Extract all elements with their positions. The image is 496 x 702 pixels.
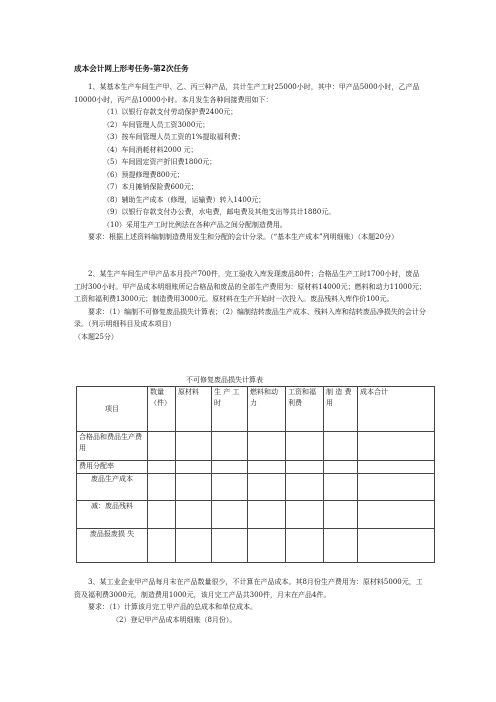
table-cell (358, 474, 435, 501)
table-header-row (77, 387, 435, 432)
q2-requirement: 要求：（1）编制不可修复废品损失计算表；（2）编制结转废品生产成本、残料入库和结转废品净损失的会计分录。（列示明细科目及成本项目） (74, 307, 426, 328)
question-1 (74, 81, 426, 244)
table-cell (176, 529, 212, 563)
q1-item: （9）以银行存款支付办公费，水电费，邮电费及其他支出等共计1880元。 (103, 208, 336, 216)
table-row (77, 432, 435, 461)
q1-item: （2）车间管理人员工资3000元； (103, 120, 210, 129)
q1-item: （5）车间固定资产折旧费1800元； (103, 158, 217, 166)
table-cell (248, 461, 286, 474)
table-cell (212, 474, 248, 501)
q2-score: （本题25分） (74, 332, 118, 341)
row-label: 废品生产成本 (77, 474, 148, 501)
q1-item: （7）本月摊销保险费600元； (103, 183, 198, 191)
table-cell (148, 529, 176, 563)
table-cell (176, 432, 212, 461)
table-header-cell: 成本合计 (358, 387, 435, 432)
table-header-cell: 数量（件） (148, 387, 176, 432)
q1-item: （6）预提修理费800元； (103, 170, 184, 179)
q3-requirement-1: 要求：（1）计算该月完工甲产品的总成本和单位成本。 (88, 603, 257, 611)
table-cell (286, 432, 324, 461)
table-cell (358, 501, 435, 529)
table-caption: 不可修复废品损失计算表 (186, 376, 263, 384)
table-cell (212, 529, 248, 563)
table-cell (248, 501, 286, 529)
table-row (77, 501, 435, 529)
table-cell (212, 432, 248, 461)
table-cell (358, 432, 435, 461)
scrap-loss-table (76, 386, 435, 563)
table-header-cell: 项目 (77, 387, 148, 432)
table-header-cell: 生 产 工时 (212, 387, 248, 432)
question-2 (74, 268, 426, 343)
table-cell (148, 474, 176, 501)
table-cell (324, 474, 358, 501)
table-cell (212, 461, 248, 474)
row-label: 合格品和费品生产费用 (77, 432, 148, 461)
row-label: 减：废品残料 (77, 501, 148, 529)
table-cell (148, 461, 176, 474)
table-cell (248, 529, 286, 563)
table-row (77, 529, 435, 563)
table-cell (176, 474, 212, 501)
question-3 (74, 576, 426, 626)
q1-item: （10）采用生产工时比例法在各种产品之间分配制造费用。 (103, 220, 287, 229)
table-cell (286, 529, 324, 563)
q1-item: （4）车间消耗材料2000 元； (103, 145, 198, 154)
q1-requirement: 要求：根据上述资料编制制造费用发生和分配的会计分录。（“基本生产成本”列明细账）（本题20分） (88, 233, 399, 241)
q3-requirement-2: （2）登记甲产品成本明细账（8月份）。 (112, 615, 237, 624)
row-label: 废品报废损 失 (77, 529, 148, 563)
q1-item: （1）以银行存款支付劳动保护费2400元； (103, 108, 238, 116)
table-header-cell: 工资和福利费 (286, 387, 324, 432)
table-cell (148, 432, 176, 461)
table-cell (324, 501, 358, 529)
table-cell (358, 529, 435, 563)
table-cell (148, 501, 176, 529)
q1-item: （3）按车间管理人员工资的1%提取福利费； (103, 133, 245, 141)
table-cell (324, 529, 358, 563)
q2-intro: 2、某生产车间生产甲产品本月投产700件，完工验收入库发现废品80件；合格品生产工时1700小时，废品工时300小时。甲产品成本明细账所记合格品和废品的全部生产费用为：原材料14000元；燃料和动力11000元；工资和福利费13000元；制造费用3000元。原材料在生产开始时一次投入。废品残料入库作价100元。 (74, 270, 426, 303)
table-cell (286, 501, 324, 529)
q3-intro: 3、某工业企业甲产品每月末在产品数量很少，不计算在产品成本。其8月份生产费用为：原材料5000元，工资及福利费3000元，制造费用1000元，该月完工产品共300件，月末在产品4件。 (74, 578, 423, 599)
table-row (77, 461, 435, 474)
table-header-cell: 燃料和动力 (248, 387, 286, 432)
table-cell (358, 461, 435, 474)
table-cell (176, 501, 212, 529)
q1-item: （8）辅助生产成本（修理，运输费）转入1400元； (103, 195, 266, 204)
table-row (77, 474, 435, 501)
table-header-cell: 制 造 费用 (324, 387, 358, 432)
table-header-cell: 原材料 (176, 387, 212, 432)
row-label: 费用分配率 (77, 461, 148, 474)
table-cell (324, 461, 358, 474)
table-cell (248, 432, 286, 461)
table-cell (286, 461, 324, 474)
q1-intro: 1、某基本生产车间生产甲、乙、丙三种产品，共计生产工时25000小时，其中：甲产品5000小时，乙产品10000小时，丙产品10000小时。本月发生各种间接费用如下： (74, 83, 420, 104)
document-title: 成本会计网上形考任务-第2次任务 (74, 64, 189, 73)
table-cell (286, 474, 324, 501)
table-cell (324, 432, 358, 461)
table-cell (176, 461, 212, 474)
table-cell (212, 501, 248, 529)
table-cell (248, 474, 286, 501)
